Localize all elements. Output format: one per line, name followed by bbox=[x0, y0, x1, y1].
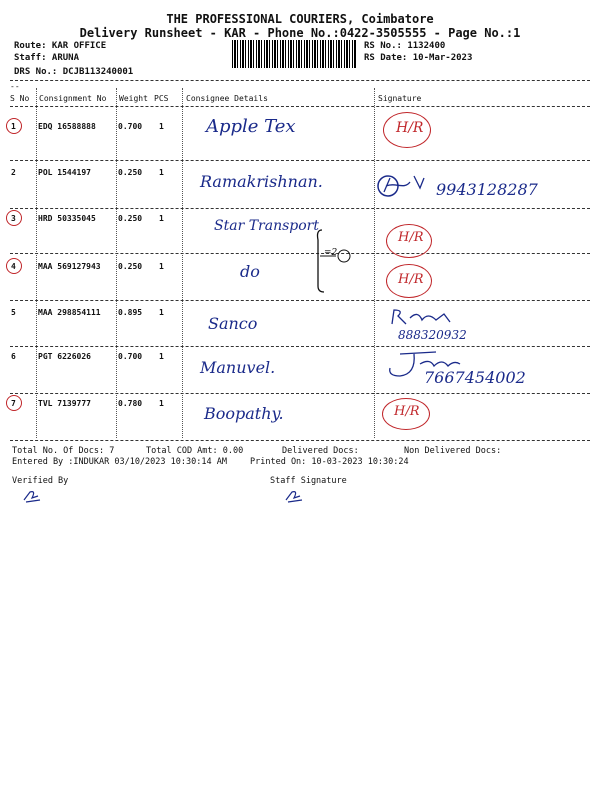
row-consignment: HRD 50335045 bbox=[38, 214, 96, 223]
row-pcs: 1 bbox=[159, 352, 164, 361]
row-signature: 9943128287 bbox=[436, 180, 538, 199]
total-docs: Total No. Of Docs: 7 bbox=[12, 446, 115, 456]
column-line bbox=[374, 88, 375, 438]
row-divider bbox=[10, 253, 590, 254]
route-label: Route: KAR OFFICE bbox=[14, 41, 107, 51]
barcode-image bbox=[232, 40, 356, 68]
delivered-docs: Delivered Docs: bbox=[282, 446, 359, 456]
non-delivered-docs: Non Delivered Docs: bbox=[404, 446, 502, 456]
row-weight: 0.700 bbox=[118, 352, 143, 361]
red-circle-mark bbox=[6, 210, 22, 226]
row-consignee: Sanco bbox=[208, 314, 258, 333]
row-sno: 1 bbox=[11, 122, 16, 131]
row-weight: 0.700 bbox=[118, 122, 143, 131]
row-sno: 7 bbox=[11, 399, 16, 408]
red-circle-mark bbox=[6, 395, 22, 411]
row-divider bbox=[10, 346, 590, 347]
row-divider bbox=[10, 440, 590, 441]
row-consignee: Star Transport bbox=[214, 218, 319, 234]
verified-by-label: Verified By bbox=[12, 476, 69, 486]
row-consignment: EDQ 16588888 bbox=[38, 122, 96, 131]
row-weight: 0.250 bbox=[118, 262, 143, 271]
staff-label: Staff: ARUNA bbox=[14, 53, 80, 63]
divider bbox=[10, 106, 590, 107]
column-line bbox=[182, 88, 183, 438]
row-divider bbox=[10, 300, 590, 301]
divider-mark: -- bbox=[10, 82, 20, 91]
handwritten-signature bbox=[376, 172, 436, 202]
red-circle-mark bbox=[6, 118, 22, 134]
column-line bbox=[36, 88, 37, 438]
entered-by: Entered By :INDUKAR 03/10/2023 10:30:14 AM bbox=[12, 457, 227, 467]
row-consignment: POL 1544197 bbox=[38, 168, 91, 177]
staff-signature-label: Staff Signature bbox=[270, 476, 347, 486]
row-signature: H/R bbox=[394, 404, 420, 419]
rs-date: RS Date: 10-Mar-2023 bbox=[364, 53, 473, 63]
row-signature: 7667454002 bbox=[424, 368, 526, 387]
staff-signature bbox=[284, 488, 306, 504]
row-pcs: 1 bbox=[159, 168, 164, 177]
header-consignee: Consignee Details bbox=[186, 94, 268, 103]
row-weight: 0.780 bbox=[118, 399, 143, 408]
header-sno: S No bbox=[10, 94, 30, 103]
row-divider bbox=[10, 160, 590, 161]
row-pcs: 1 bbox=[159, 122, 164, 131]
row-consignment: MAA 298854111 bbox=[38, 308, 101, 317]
row-sno: 5 bbox=[11, 308, 16, 317]
row-weight: 0.250 bbox=[118, 214, 143, 223]
row-signature: H/R bbox=[398, 230, 424, 245]
row-sno: 4 bbox=[11, 262, 16, 271]
row-weight: 0.895 bbox=[118, 308, 143, 317]
row-sno: 2 bbox=[11, 168, 16, 177]
bracket-mark bbox=[314, 226, 354, 296]
column-line bbox=[116, 88, 117, 438]
row-pcs: 1 bbox=[159, 262, 164, 271]
header-consignment: Consignment No bbox=[39, 94, 107, 103]
row-pcs: 1 bbox=[159, 214, 164, 223]
row-consignment: TVL 7139777 bbox=[38, 399, 91, 408]
header-pcs: PCS bbox=[154, 94, 169, 103]
doc-subtitle: Delivery Runsheet - KAR - Phone No.:0422-3505555 - Page No.:1 bbox=[79, 26, 521, 40]
row-sno: 6 bbox=[11, 352, 16, 361]
row-consignment: PGT 6226026 bbox=[38, 352, 91, 361]
row-signature: H/R bbox=[398, 272, 424, 287]
row-consignee: Ramakrishnan. bbox=[200, 172, 323, 191]
handwritten-signature bbox=[388, 308, 458, 328]
row-divider bbox=[10, 393, 590, 394]
row-signature: 888320932 bbox=[398, 328, 467, 342]
row-pcs: 1 bbox=[159, 399, 164, 408]
row-consignee: do bbox=[240, 262, 260, 281]
header-signature: Signature bbox=[378, 94, 422, 103]
header-weight: Weight bbox=[119, 94, 148, 103]
row-consignee: Manuvel. bbox=[200, 358, 276, 377]
total-cod: Total COD Amt: 0.00 bbox=[146, 446, 244, 456]
row-consignee: Boopathy. bbox=[204, 404, 284, 423]
verifier-signature bbox=[22, 488, 44, 504]
row-consignment: MAA 569127943 bbox=[38, 262, 101, 271]
row-sno: 3 bbox=[11, 214, 16, 223]
row-signature: H/R bbox=[396, 120, 424, 136]
row-consignee: Apple Tex bbox=[206, 116, 296, 137]
red-circle-mark bbox=[6, 258, 22, 274]
divider bbox=[10, 80, 590, 81]
row-weight: 0.250 bbox=[118, 168, 143, 177]
printed-on: Printed On: 10-03-2023 10:30:24 bbox=[250, 457, 409, 467]
bracket-note: =2 bbox=[324, 248, 338, 258]
doc-title: THE PROFESSIONAL COURIERS, Coimbatore bbox=[166, 12, 434, 26]
rs-number: RS No.: 1132400 bbox=[364, 41, 446, 51]
drs-label: DRS No.: DCJB113240001 bbox=[14, 67, 134, 77]
row-pcs: 1 bbox=[159, 308, 164, 317]
row-divider bbox=[10, 208, 590, 209]
